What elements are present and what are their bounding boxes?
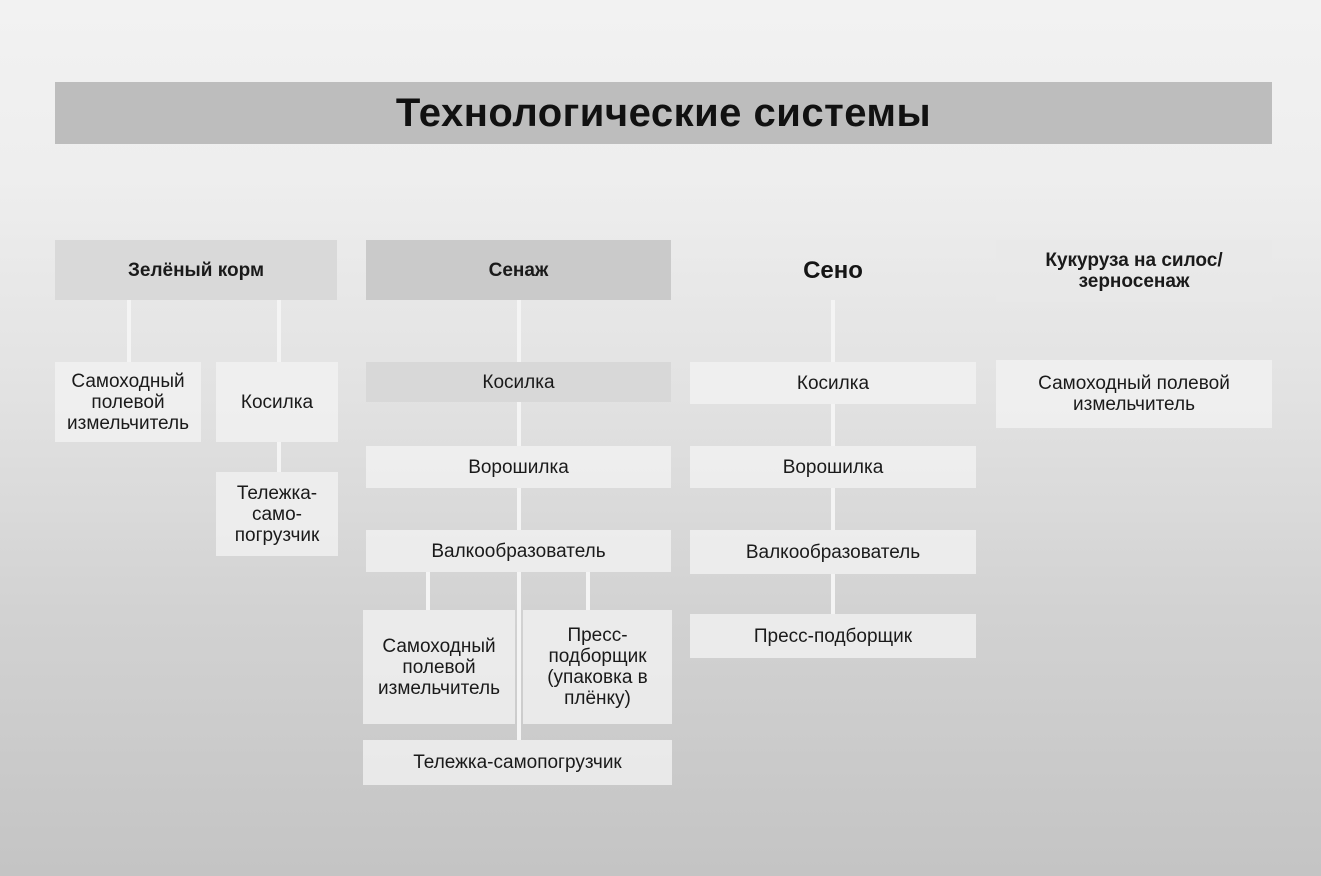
connector-line <box>127 300 131 362</box>
node-self-propelled-harvester: Самоходный полевой измельчитель <box>363 610 515 724</box>
connector-line <box>517 488 521 530</box>
connector-line <box>831 404 835 446</box>
connector-line <box>517 402 521 446</box>
node-baler: Пресс-подборщик <box>690 614 976 658</box>
connector-line <box>586 572 590 610</box>
diagram-title: Технологические системы <box>55 82 1272 144</box>
header-corn-silage: Кукуруза на силос/ зерносенаж <box>996 240 1272 302</box>
connector-line <box>517 572 521 740</box>
header-haylage: Сенаж <box>366 240 671 300</box>
node-tedder: Ворошилка <box>690 446 976 488</box>
connector-line <box>277 442 281 472</box>
connector-line <box>831 574 835 614</box>
node-self-propelled-harvester: Самоходный полевой измельчитель <box>996 360 1272 428</box>
connector-line <box>831 488 835 530</box>
node-tedder: Ворошилка <box>366 446 671 488</box>
connector-line <box>517 300 521 362</box>
node-mower: Косилка <box>216 362 338 442</box>
header-green-fodder: Зелёный корм <box>55 240 337 300</box>
connector-line <box>831 300 835 362</box>
node-baler-wrap: Пресс-подборщик (упаковка в плёнку) <box>523 610 672 724</box>
node-mower: Косилка <box>690 362 976 404</box>
node-rake: Валкообразователь <box>690 530 976 574</box>
node-rake: Валкообразователь <box>366 530 671 572</box>
node-mower: Косилка <box>366 362 671 402</box>
node-self-propelled-harvester: Самоходный полевой измельчитель <box>55 362 201 442</box>
node-self-loading-wagon: Тележка-само-погрузчик <box>216 472 338 556</box>
connector-line <box>277 300 281 362</box>
header-hay: Сено <box>803 256 863 284</box>
connector-line <box>426 572 430 610</box>
node-self-loading-wagon: Тележка-самопогрузчик <box>363 740 672 785</box>
